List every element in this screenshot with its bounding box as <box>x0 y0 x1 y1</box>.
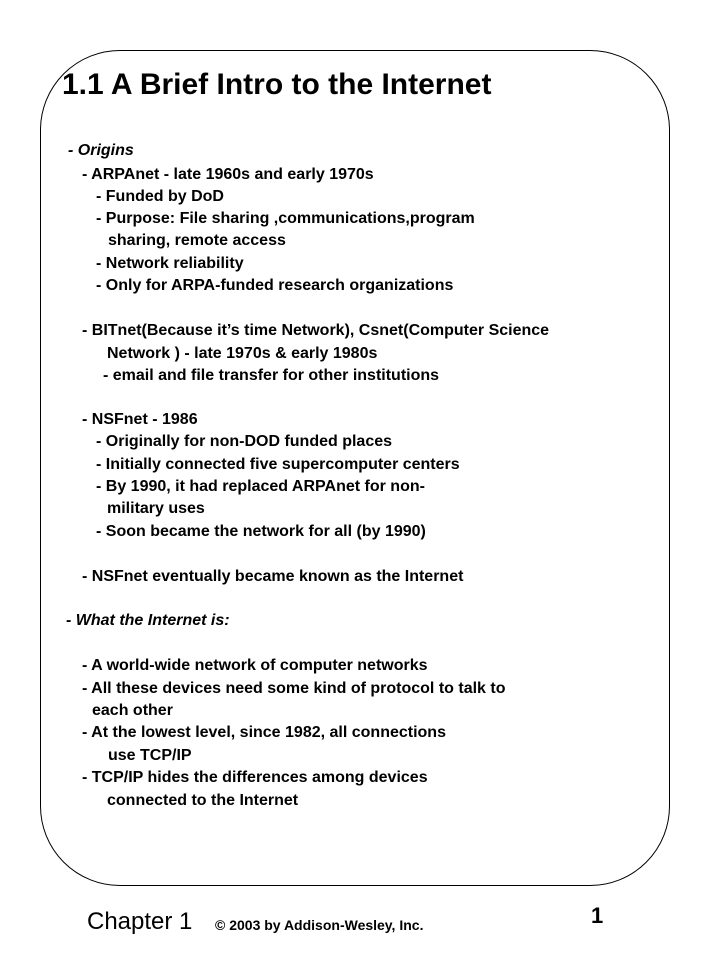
bullet-lowest-level: - At the lowest level, since 1982, all connections <box>82 724 446 741</box>
sub-bullet-purpose: - Purpose: File sharing ,communications,program <box>96 210 475 227</box>
page-number: 1 <box>591 903 604 928</box>
sub-bullet-arpa-only: - Only for ARPA-funded research organizations <box>96 277 454 294</box>
bullet-arpanet: - ARPAnet - late 1960s and early 1970s <box>82 166 374 183</box>
bullet-bitnet-cont: Network ) - late 1970s & early 1980s <box>107 345 378 362</box>
bullet-lowest-level-cont: use TCP/IP <box>108 747 192 764</box>
sub-bullet-supercomputers: - Initially connected five supercomputer centers <box>96 456 460 473</box>
footer-copyright: © 2003 by Addison-Wesley, Inc. <box>215 917 424 933</box>
bullet-nsfnet: - NSFnet - 1986 <box>82 411 198 428</box>
bullet-protocol-cont: each other <box>92 702 173 719</box>
slide-title: 1.1 A Brief Intro to the Internet <box>62 68 492 101</box>
bullet-tcpip-cont: connected to the Internet <box>107 792 299 809</box>
sub-bullet-email: - email and file transfer for other institutions <box>103 367 440 384</box>
sub-bullet-purpose-cont: sharing, remote access <box>108 232 286 249</box>
section-heading-what-internet-is: - What the Internet is: <box>66 612 230 629</box>
sub-bullet-replaced-cont: military uses <box>107 500 205 517</box>
sub-bullet-reliability: - Network reliability <box>96 255 244 272</box>
bullet-tcpip: - TCP/IP hides the differences among devices <box>82 769 428 786</box>
bullet-nsfnet-internet: - NSFnet eventually became known as the Internet <box>82 568 464 585</box>
sub-bullet-funded: - Funded by DoD <box>96 188 224 205</box>
bullet-bitnet: - BITnet(Because it’s time Network), Csnet(Computer Science <box>82 322 550 339</box>
sub-bullet-non-dod: - Originally for non-DOD funded places <box>96 433 393 450</box>
sub-bullet-replaced: - By 1990, it had replaced ARPAnet for non- <box>96 478 425 495</box>
footer-chapter: Chapter 1 <box>87 908 193 935</box>
section-heading-origins: - Origins <box>68 142 134 159</box>
bullet-world-wide: - A world-wide network of computer networks <box>82 657 428 674</box>
sub-bullet-network-for-all: - Soon became the network for all (by 1990) <box>96 523 426 540</box>
bullet-protocol: - All these devices need some kind of protocol to talk to <box>82 680 506 697</box>
